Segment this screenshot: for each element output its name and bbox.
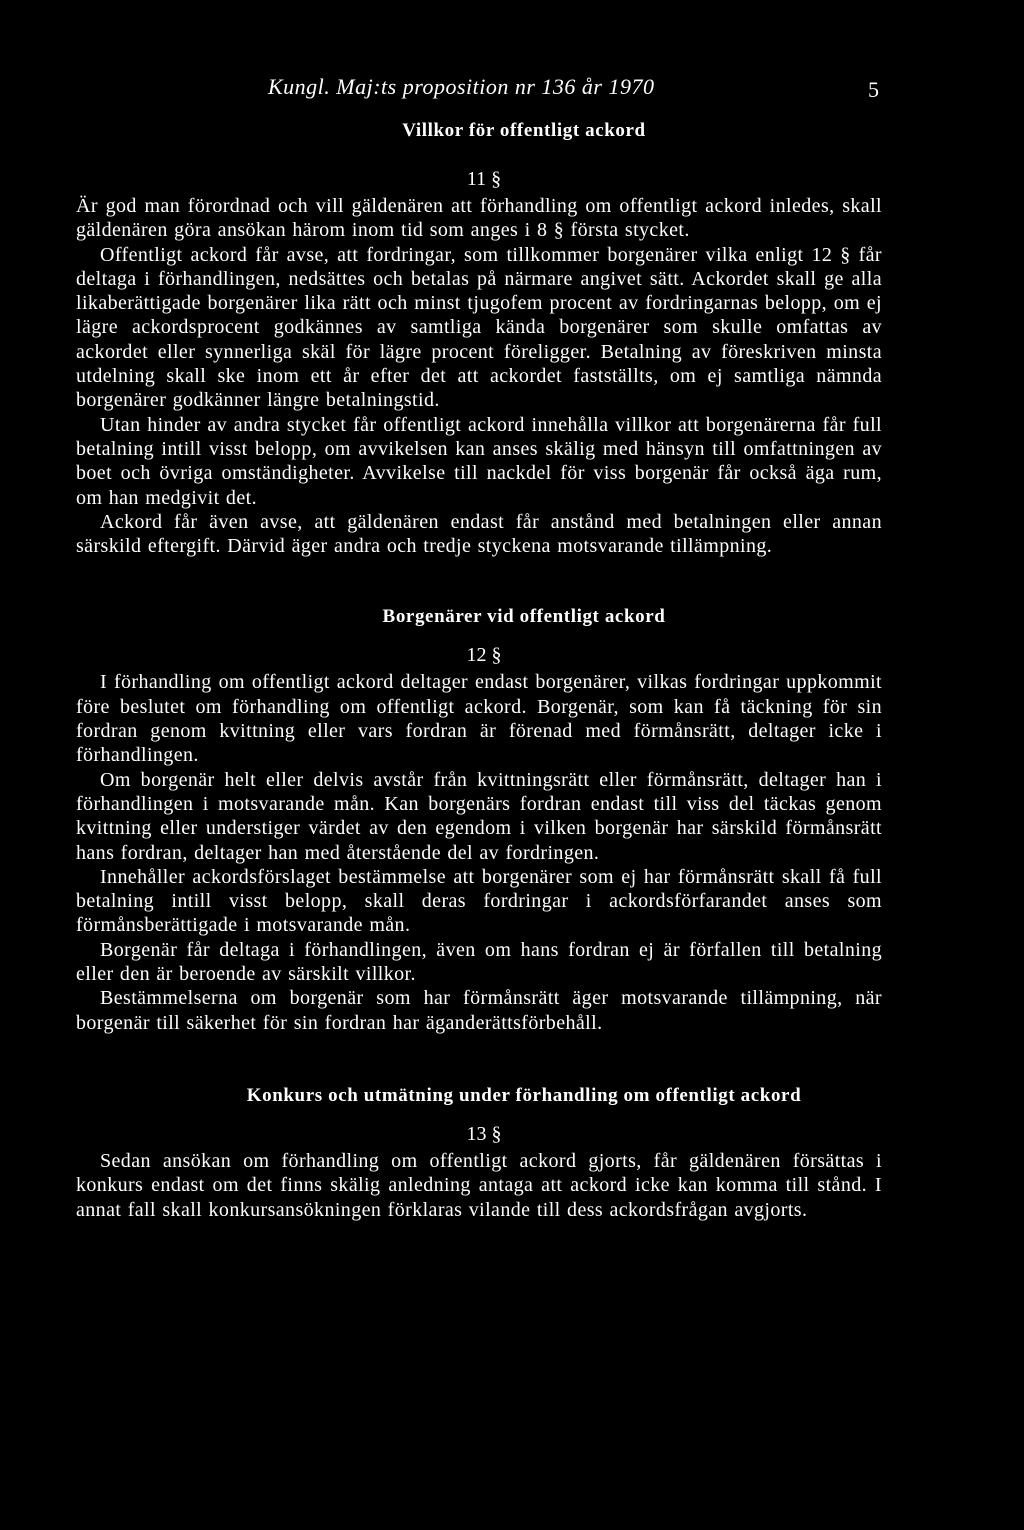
body-paragraph: Innehåller ackordsförslaget bestämmelse att borgenärer som ej har förmånsrätt skall få full betalning intill visst belopp, skall deras fordringar i ackordsförfarandet anses som förmånsberättigade i motsvarande mån. — [76, 865, 882, 937]
body-paragraph: Sedan ansökan om förhandling om offentligt ackord gjorts, får gäldenären försättas i konkurs endast om det finns skälig anledning antaga att ackord icke kan komma till stånd. I annat fall skall konkursansökningen förklaras vilande till dess ackordsfrågan avgjorts. — [76, 1149, 882, 1221]
section-heading: Villkor för offentligt ackord — [402, 120, 646, 141]
document-body — [76, 118, 882, 1222]
section-13 — [76, 1083, 882, 1222]
body-paragraph: I förhandling om offentligt ackord deltager endast borgenärer, vilkas fordringar uppkommit före beslutet om förhandling om offentligt ackord. Borgenär, som kan få täckning för sin fordran genom kvittning eller vars fordran är förenad med förmånsrätt, deltager icke i förhandlingen. — [76, 671, 882, 767]
body-paragraph: Borgenär får deltaga i förhandlingen, även om hans fordran ej är förfallen till betalning eller den är beroende av särskilt villkor. — [76, 938, 882, 986]
body-paragraph: Ackord får även avse, att gäldenären endast får anstånd med betalningen eller annan särskild eftergift. Därvid äger andra och tredje styckena motsvarande tillämpning. — [76, 510, 882, 558]
section-heading: Konkurs och utmätning under förhandling om offentligt ackord — [246, 1084, 802, 1106]
running-title: Kungl. Maj:ts proposition nr 136 år 1970 — [268, 74, 655, 99]
body-paragraph: Om borgenär helt eller delvis avstår från kvittningsrätt eller förmånsrätt, deltager han i förhandlingen i motsvarande mån. Kan borgenärs fordran endast till viss del täckas genom kvittning eller understiger värdet av den egendom i vilken borgenär har särskild förmånsrätt hans fordran, deltager han med återstående del av fordringen. — [76, 768, 882, 864]
section-11 — [76, 118, 882, 558]
page-header — [0, 74, 1024, 104]
body-paragraph: Utan hinder av andra stycket får offentligt ackord innehålla villkor att borgenärerna får full betalning intill visst belopp, om avvikelsen kan anses skälig med hänsyn till omfattningen av boet och övriga omständigheter. Avvikelse till nackdel för viss borgenär får också äga rum, om han medgivit det. — [76, 413, 882, 509]
body-paragraph: Bestämmelserna om borgenär som har förmånsrätt äger motsvarande tillämpning, när borgenär till säkerhet för sin fordran har äganderättsförbehåll. — [76, 987, 882, 1034]
section-heading: Borgenärer vid offentligt ackord — [382, 606, 666, 628]
section-12 — [76, 604, 882, 1034]
paragraph-number: 12 § — [466, 644, 502, 667]
paragraph-number: 11 § — [466, 168, 502, 190]
section-spacer — [76, 1035, 882, 1083]
paragraph-number: 13 § — [466, 1122, 502, 1145]
body-paragraph: Offentligt ackord får avse, att fordringar, som tillkommer borgenärer vilka enligt 12 § får deltaga i förhandlingen, nedsättes och betalas på närmare angivet sätt. Ackordet skall ge alla likaberättigade borgenärer lika rätt och minst tjugofem procent av fordringarnas belopp, om ej lägre ackordsprocent godkännes av samtliga kända borgenärer som skulle omfattas av ackordet eller synnerliga skäl för lägre procent föreligger. Betalning av föreskriven minsta utdelning skall ske inom ett år efter det att ackordet fastställts, om ej samtliga nämnda borgenärer godkänner längre betalningstid. — [76, 243, 882, 412]
page-number: 5 — [868, 77, 879, 102]
body-paragraph: Är god man förordnad och vill gäldenären att förhandling om offentligt ackord inledes, skall gäldenären göra ansökan härom inom tid som anges i 8 § första stycket. — [76, 195, 882, 242]
section-spacer — [76, 558, 882, 604]
